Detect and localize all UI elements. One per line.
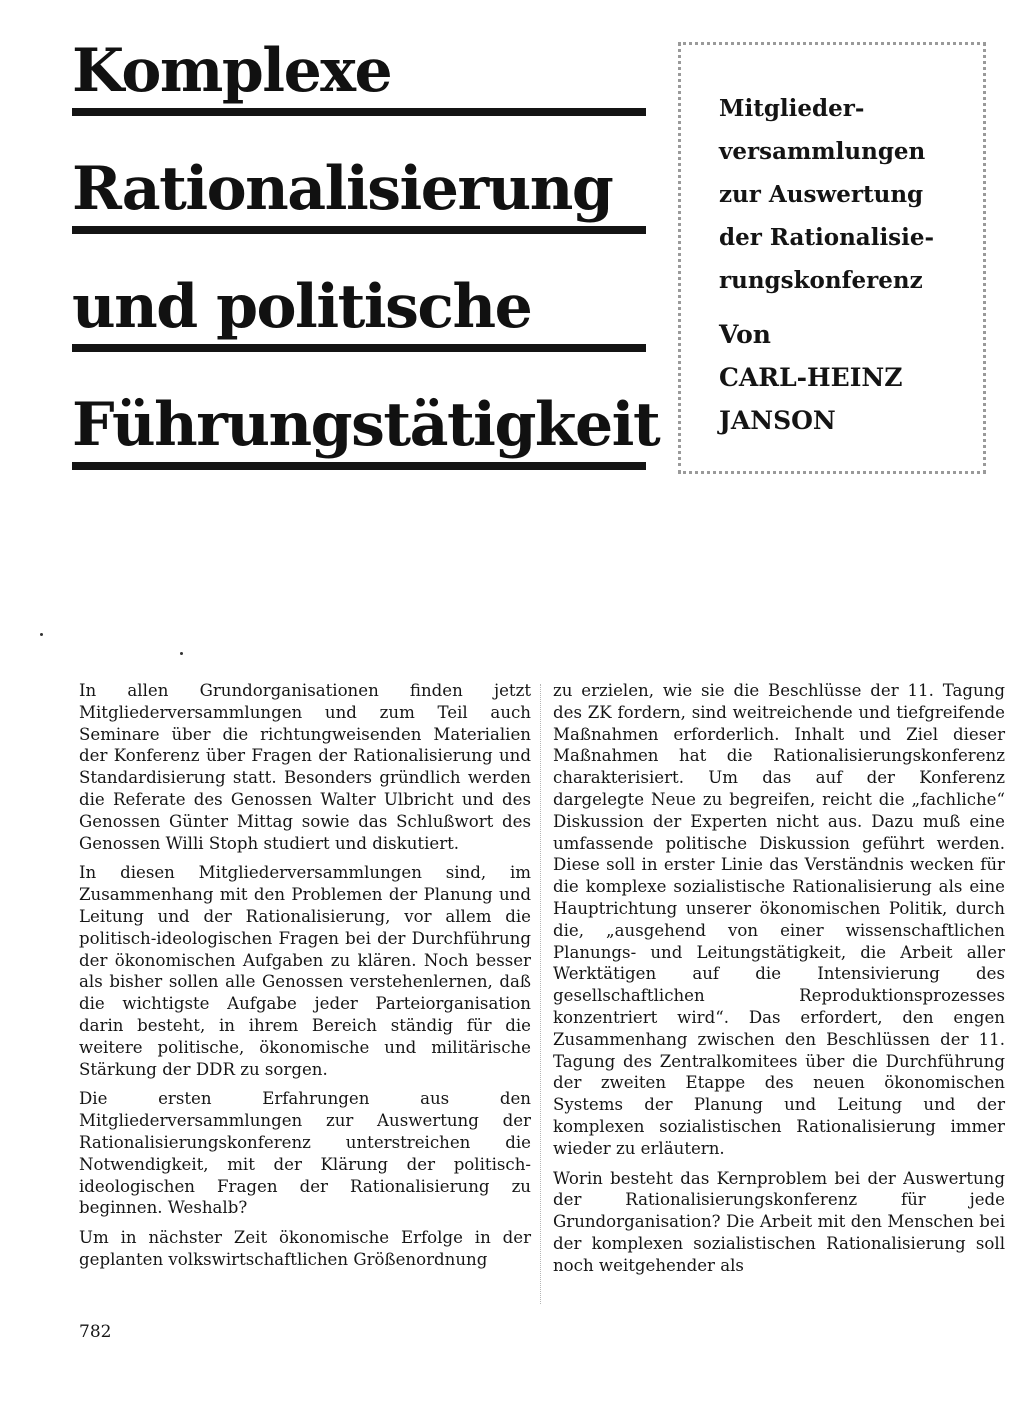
paragraph: Worin besteht das Kernproblem bei der Auswertung der Rationalisierungskonferenz für jede Grundorganisation? Die Arbeit mit den Menschen bei der komplexen sozialistischen Rationalisierung soll noch weitgehender als <box>553 1168 1005 1275</box>
paragraph: In diesen Mitgliederversammlungen sind, im Zusammenhang mit den Problemen der Planung und Leitung und der Rationalisierung, vor allem die politisch-ideologischen Fragen bei der Durchführung der ökonomischen Aufgaben zu klären. Noch besser als bisher sollen alle Genossen verstehenlernen, daß die wichtigste Aufgabe jeder Parteiorganisation darin besteht, in ihrem Bereich ständig für die weitere politische, ökonomische und militärische Stärkung der DDR zu sorgen. <box>79 863 531 1079</box>
title-line-3: und politische <box>72 272 532 342</box>
title-rule-2 <box>72 226 646 234</box>
print-speck <box>40 633 43 636</box>
author-byline <box>719 313 903 442</box>
paragraph: In allen Grundorganisationen finden jetzt Mitgliederversammlungen und zum Teil auch Seminare über die richtungweisenden Materialien der Konferenz über Fragen der Rationalisierung und Standardisierung statt. Besonders gründlich werden die Referate des Genossen Walter Ulbricht und des Genossen Günter Mittag sowie das Schlußwort des Genossen Willi Stoph studiert und diskutiert. <box>79 681 531 853</box>
author-prefix: Von <box>719 320 771 349</box>
author-name-last: JANSON <box>719 406 836 435</box>
title-line-1: Komplexe <box>72 36 392 106</box>
paragraph: Die ersten Erfahrungen aus den Mitgliederversammlungen zur Auswertung der Rationalisierungskonferenz unterstreichen die Notwendigkeit, mit der Klärung der politisch-ideologischen Fragen der Rationalisierung zu beginnen. Weshalb? <box>79 1089 531 1218</box>
subtitle-line: zur Auswertung <box>719 181 924 208</box>
body-column-right <box>553 680 1005 1285</box>
article-title <box>72 36 660 470</box>
subtitle-line: Mitglieder- <box>719 95 865 122</box>
author-name-first: CARL-HEINZ <box>719 363 903 392</box>
title-line-4: Führungstätigkeit <box>72 390 660 460</box>
title-rule-3 <box>72 344 646 352</box>
paragraph: zu erzielen, wie sie die Beschlüsse der 11. Tagung des ZK fordern, sind weitreichende und tiefgreifende Maßnahmen erforderlich. Inhalt und Ziel dieser Maßnahmen hat die Rationalisierungskonferenz charakterisiert. Um das auf der Konferenz dargelegte Neue zu begreifen, reicht die „fachliche“ Diskussion der Experten nicht aus. Dazu muß eine umfassende politische Diskussion geführt werden. Diese soll in erster Linie das Verständnis wecken für die komplexe sozialistische Rationalisierung als eine Hauptrichtung unserer ökonomischen Politik, durch die, „ausgehend von einer wissenschaftlichen Planungs- und Leitungstätigkeit, die Arbeit aller Werktätigen auf die Intensivierung des gesellschaftlichen Reproduktionsprozesses konzentriert wird“. Das erfordert, den engen Zusammenhang zwischen den Beschlüssen der 11. Tagung des Zentralkomitees über die Durchführung der zweiten Etappe des neuen ökonomischen Systems der Planung und Leitung und der komplexen sozialistischen Rationalisierung immer wieder zu erläutern. <box>553 681 1005 1158</box>
subtitle <box>719 87 981 302</box>
subtitle-box <box>678 42 986 474</box>
title-rule-1 <box>72 108 646 116</box>
paragraph: Um in nächster Zeit ökonomische Erfolge in der geplanten volkswirtschaftlichen Größenordnung <box>79 1228 531 1269</box>
column-divider <box>540 684 541 1304</box>
print-speck <box>180 652 183 655</box>
page-number: 782 <box>79 1322 112 1342</box>
title-rule-4 <box>72 462 646 470</box>
subtitle-line: rungskonferenz <box>719 267 923 294</box>
subtitle-line: der Rationalisie- <box>719 224 935 251</box>
subtitle-line: versammlungen <box>719 138 926 165</box>
body-column-left <box>79 680 531 1279</box>
title-line-2: Rationalisierung <box>72 154 613 224</box>
